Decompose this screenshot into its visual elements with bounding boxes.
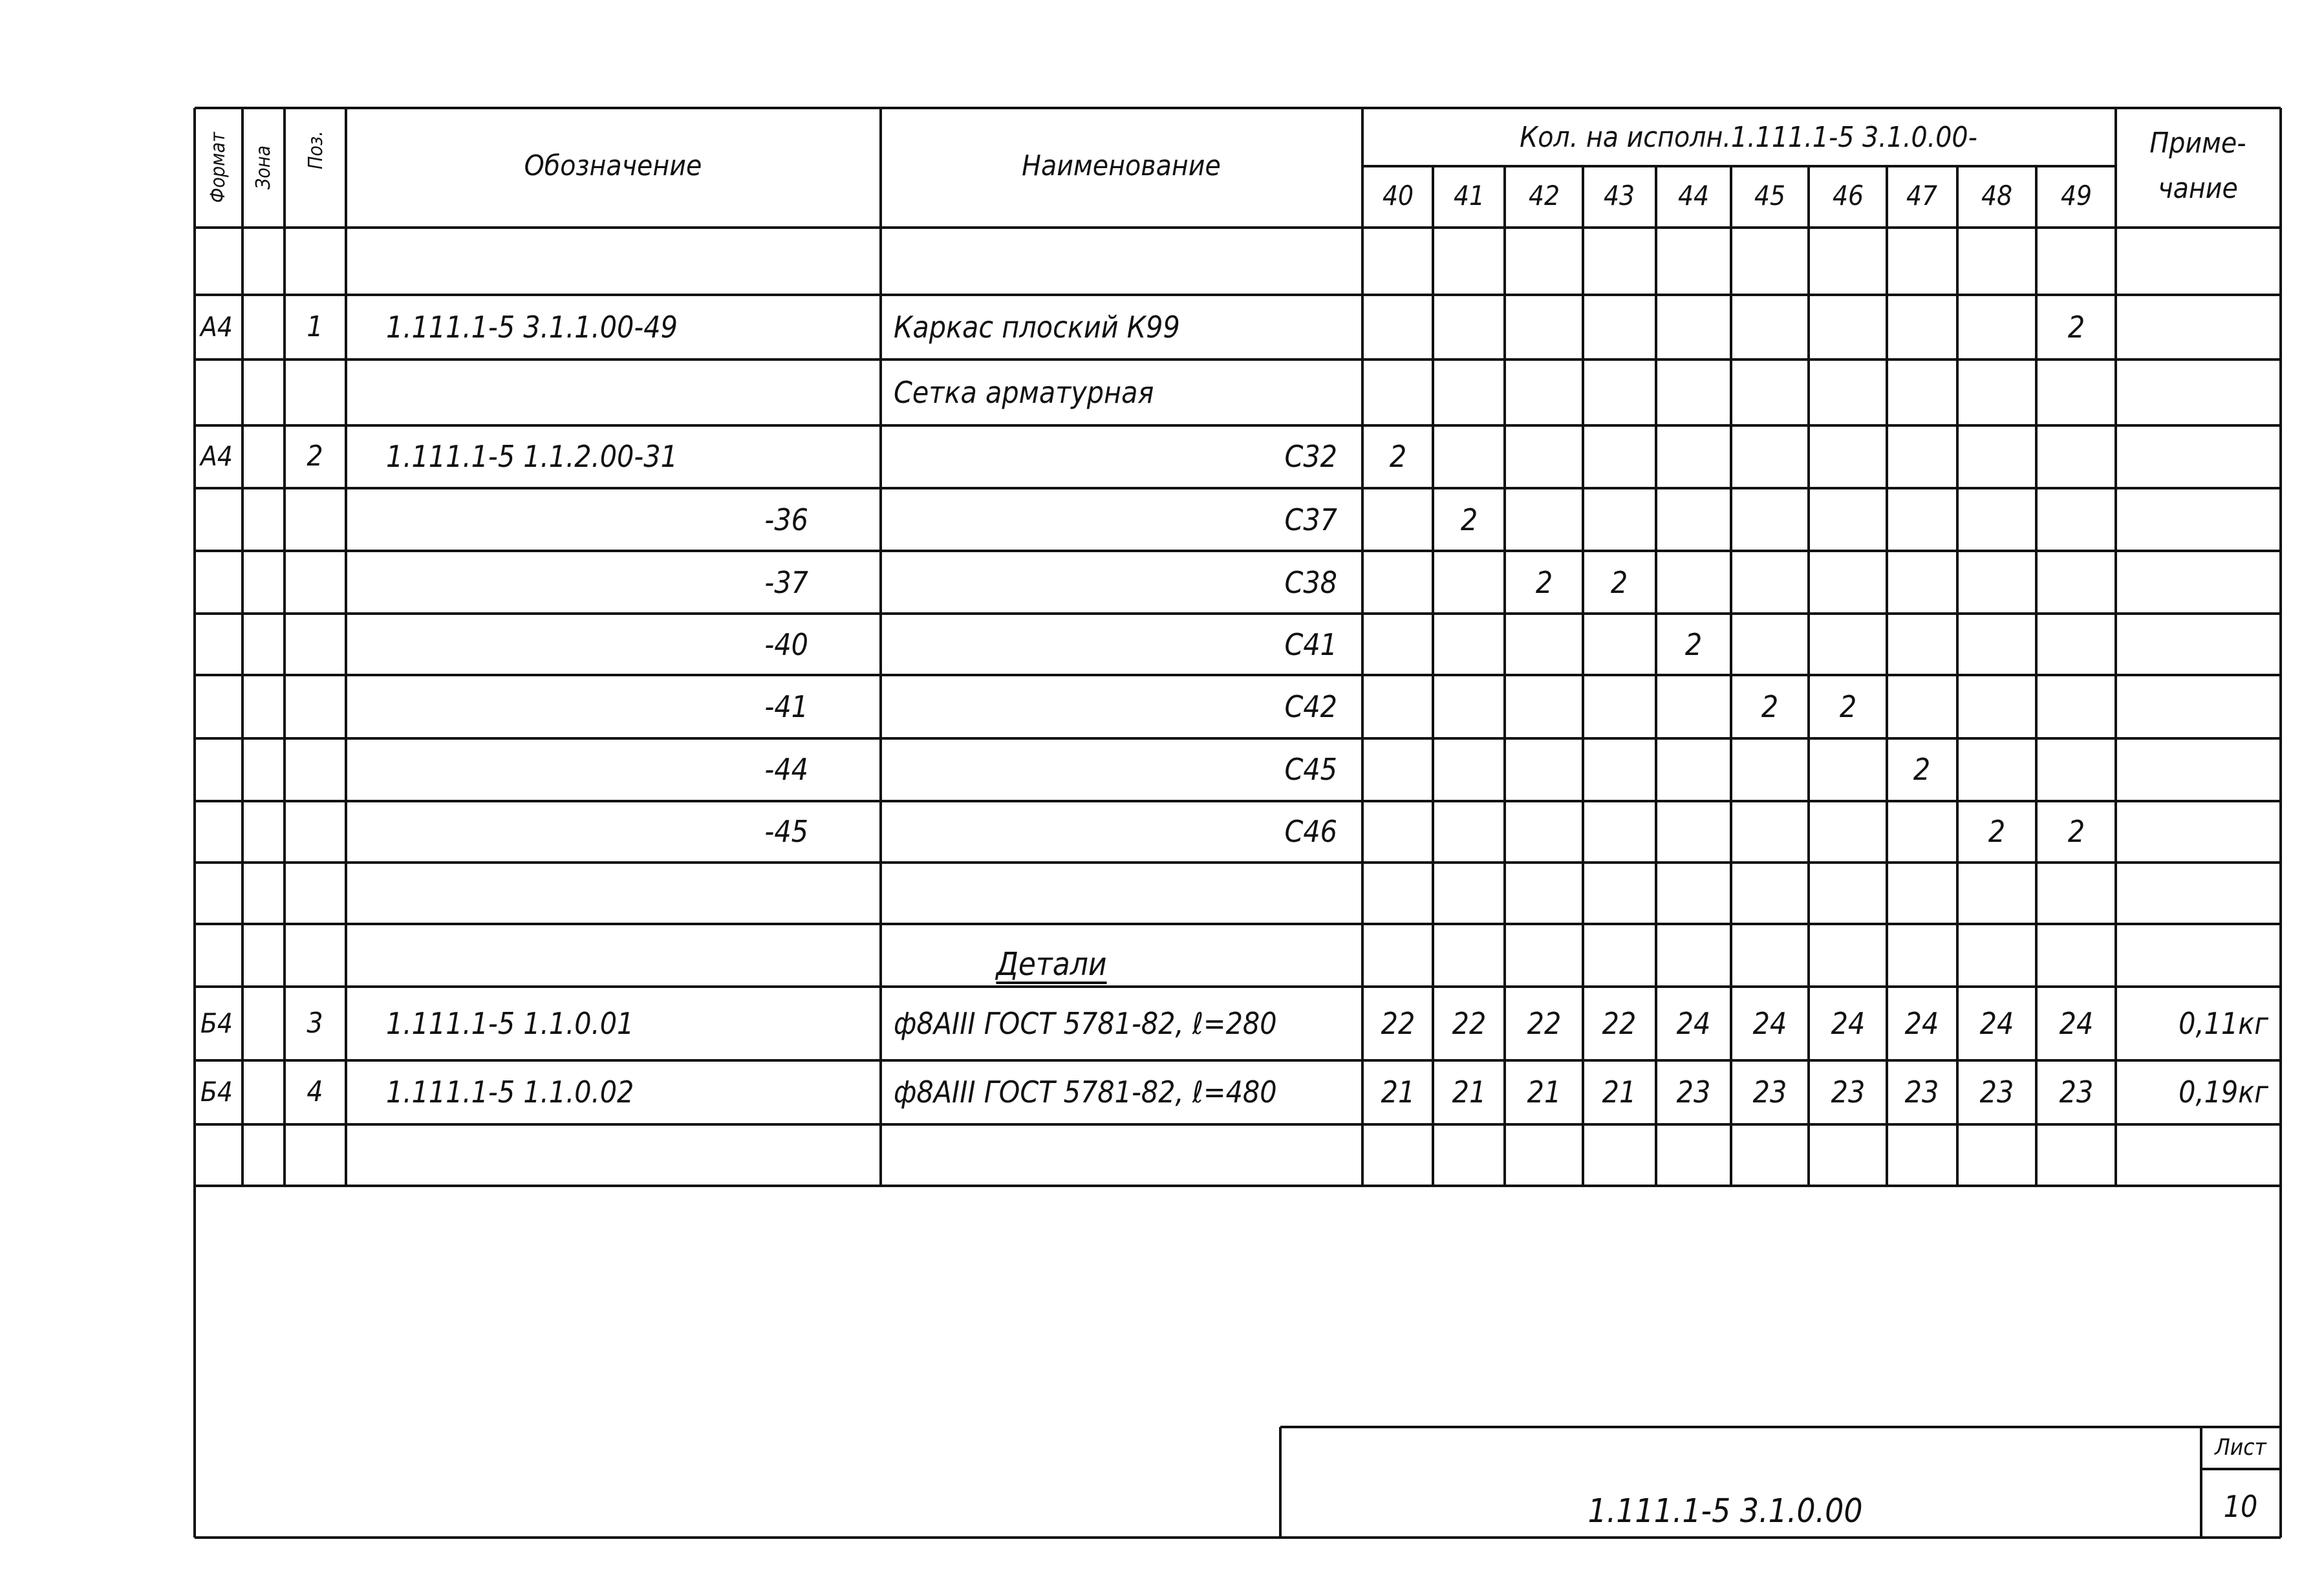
variant-column-line bbox=[1956, 166, 1959, 1186]
variant-header: 45 bbox=[1754, 180, 1786, 211]
variant-column-line bbox=[1730, 166, 1732, 1186]
qty-cell: 22 bbox=[1527, 1006, 1562, 1041]
column-line bbox=[1361, 108, 1364, 1186]
qty-cell: 21 bbox=[1381, 1075, 1415, 1110]
variant-column-line bbox=[1655, 166, 1657, 1186]
row-line bbox=[195, 800, 2281, 802]
variant-header: 49 bbox=[2060, 180, 2093, 211]
header-zone: Зона bbox=[252, 145, 275, 189]
row-format: А4 bbox=[200, 311, 233, 343]
title-block-top bbox=[1280, 1426, 2281, 1428]
row-format: Б4 bbox=[200, 1007, 233, 1039]
sheet-box-left bbox=[2200, 1427, 2202, 1538]
header-note: Приме- bbox=[2149, 127, 2246, 160]
header-split-line bbox=[1362, 165, 2116, 167]
qty-cell: 24 bbox=[1831, 1006, 1866, 1041]
row-designation: -41 bbox=[764, 689, 808, 724]
row-name: С42 bbox=[1284, 689, 1337, 724]
sheet-box-split bbox=[2201, 1468, 2281, 1470]
header-name: Наименование bbox=[1022, 149, 1221, 182]
variant-header: 47 bbox=[1906, 180, 1938, 211]
frame-right bbox=[2279, 1186, 2282, 1538]
row-name: С38 bbox=[1284, 565, 1337, 600]
header-note: чание bbox=[2158, 172, 2238, 205]
row-line bbox=[195, 1185, 2281, 1187]
qty-cell: 2 bbox=[1913, 752, 1931, 787]
row-line bbox=[195, 424, 2281, 427]
qty-cell: 24 bbox=[1676, 1006, 1711, 1041]
qty-cell: 21 bbox=[1602, 1075, 1637, 1110]
qty-cell: 24 bbox=[1979, 1006, 2014, 1041]
row-line bbox=[195, 550, 2281, 552]
variant-header: 40 bbox=[1382, 180, 1414, 211]
title-block-left bbox=[1279, 1427, 1282, 1538]
qty-cell: 22 bbox=[1452, 1006, 1487, 1041]
section-title: Детали bbox=[996, 945, 1107, 983]
row-line bbox=[195, 1123, 2281, 1126]
qty-cell: 24 bbox=[1904, 1006, 1939, 1041]
row-line bbox=[195, 358, 2281, 361]
qty-cell: 24 bbox=[1752, 1006, 1787, 1041]
row-name: С45 bbox=[1284, 752, 1337, 787]
frame-bottom bbox=[195, 1536, 2281, 1539]
row-pos: 1 bbox=[307, 310, 323, 343]
variant-header: 44 bbox=[1677, 180, 1710, 211]
row-line bbox=[195, 861, 2281, 864]
variant-column-line bbox=[1886, 166, 1888, 1186]
qty-cell: 23 bbox=[1904, 1075, 1939, 1110]
column-line bbox=[2114, 108, 2117, 1186]
row-format: А4 bbox=[200, 440, 233, 472]
column-line bbox=[241, 108, 244, 1186]
variant-column-line bbox=[1432, 166, 1434, 1186]
header-format: Формат bbox=[207, 132, 230, 203]
row-name: С46 bbox=[1284, 814, 1337, 849]
row-designation: 1.111.1-5 1.1.0.02 bbox=[386, 1075, 634, 1110]
row-pos: 2 bbox=[307, 440, 323, 473]
row-note: 0,19кг bbox=[2179, 1075, 2268, 1110]
qty-cell: 2 bbox=[2067, 310, 2085, 345]
row-name: Сетка арматурная bbox=[894, 375, 1154, 410]
row-line bbox=[195, 737, 2281, 740]
column-line bbox=[283, 108, 286, 1186]
row-name: ф8АIII ГОСТ 5781-82, ℓ=480 bbox=[894, 1075, 1277, 1110]
variant-column-line bbox=[2035, 166, 2038, 1186]
column-line bbox=[345, 108, 347, 1186]
frame-right bbox=[2279, 108, 2282, 1186]
header-pos: Поз. bbox=[305, 131, 327, 169]
variant-header: 46 bbox=[1832, 180, 1864, 211]
header-bottom-line bbox=[195, 226, 2281, 229]
row-pos: 4 bbox=[307, 1075, 323, 1108]
qty-cell: 2 bbox=[1610, 565, 1628, 600]
qty-cell: 2 bbox=[1460, 502, 1478, 537]
document-code: 1.111.1-5 3.1.0.00 bbox=[1587, 1492, 1863, 1530]
row-designation: 1.111.1-5 3.1.1.00-49 bbox=[386, 310, 678, 345]
variant-header: 41 bbox=[1453, 180, 1485, 211]
qty-cell: 24 bbox=[2059, 1006, 2094, 1041]
frame-left bbox=[193, 1186, 196, 1538]
qty-cell: 2 bbox=[1839, 689, 1857, 724]
qty-cell: 21 bbox=[1452, 1075, 1487, 1110]
sheet-number: 10 bbox=[2223, 1489, 2258, 1524]
frame-left bbox=[193, 108, 196, 1186]
variant-header: 43 bbox=[1603, 180, 1635, 211]
variant-column-line bbox=[1503, 166, 1506, 1186]
row-name: Каркас плоский К99 bbox=[894, 310, 1180, 345]
qty-cell: 2 bbox=[1761, 689, 1779, 724]
sheet-label: Лист bbox=[2215, 1434, 2266, 1461]
qty-cell: 2 bbox=[1988, 814, 2006, 849]
row-name: С37 bbox=[1284, 502, 1337, 537]
row-line bbox=[195, 674, 2281, 676]
row-line bbox=[195, 1059, 2281, 1062]
frame-top bbox=[195, 107, 2281, 109]
header-qty-caption: Кол. на исполн.1.111.1-5 3.1.0.00- bbox=[1520, 121, 1977, 154]
row-note: 0,11кг bbox=[2179, 1006, 2268, 1041]
qty-cell: 2 bbox=[1535, 565, 1553, 600]
variant-column-line bbox=[1582, 166, 1584, 1186]
variant-header: 48 bbox=[1981, 180, 2013, 211]
qty-cell: 23 bbox=[1979, 1075, 2014, 1110]
qty-cell: 22 bbox=[1602, 1006, 1637, 1041]
qty-cell: 21 bbox=[1527, 1075, 1562, 1110]
row-designation: -45 bbox=[764, 814, 808, 849]
row-line bbox=[195, 294, 2281, 296]
row-designation: -44 bbox=[764, 752, 808, 787]
qty-cell: 22 bbox=[1381, 1006, 1415, 1041]
qty-cell: 23 bbox=[2059, 1075, 2094, 1110]
row-line bbox=[195, 923, 2281, 925]
qty-cell: 23 bbox=[1752, 1075, 1787, 1110]
header-designation: Обозначение bbox=[524, 149, 702, 182]
row-designation: -40 bbox=[764, 627, 808, 662]
variant-column-line bbox=[1807, 166, 1810, 1186]
row-line bbox=[195, 612, 2281, 615]
row-name: ф8АIII ГОСТ 5781-82, ℓ=280 bbox=[894, 1006, 1277, 1041]
row-name: С32 bbox=[1284, 439, 1337, 474]
column-line bbox=[879, 108, 882, 1186]
qty-cell: 2 bbox=[1684, 627, 1703, 662]
qty-cell: 23 bbox=[1676, 1075, 1711, 1110]
qty-cell: 2 bbox=[1389, 439, 1407, 474]
row-designation: 1.111.1-5 1.1.2.00-31 bbox=[386, 439, 678, 474]
row-designation: -36 bbox=[764, 502, 808, 537]
row-line bbox=[195, 985, 2281, 988]
row-name: С41 bbox=[1284, 627, 1337, 662]
qty-cell: 2 bbox=[2067, 814, 2085, 849]
variant-header: 42 bbox=[1528, 180, 1560, 211]
qty-cell: 23 bbox=[1831, 1075, 1866, 1110]
row-format: Б4 bbox=[200, 1076, 233, 1108]
row-designation: 1.111.1-5 1.1.0.01 bbox=[386, 1006, 634, 1041]
row-designation: -37 bbox=[764, 565, 808, 600]
row-line bbox=[195, 487, 2281, 489]
row-pos: 3 bbox=[307, 1007, 323, 1040]
